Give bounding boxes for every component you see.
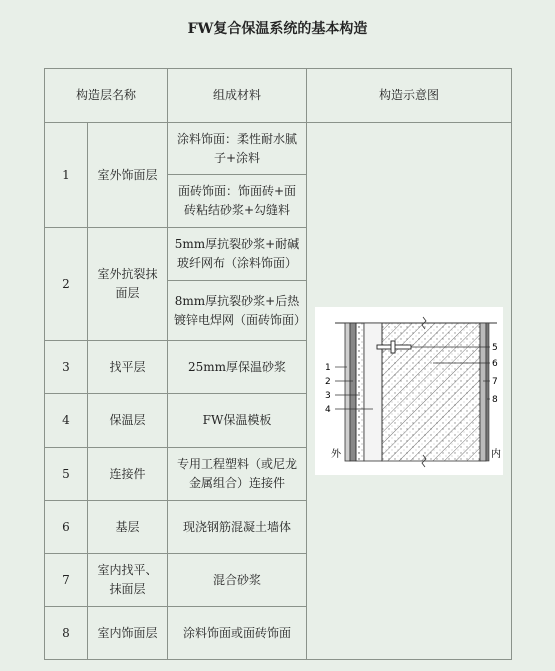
header-material: 组成材料	[168, 69, 307, 123]
header-layer-name: 构造层名称	[45, 69, 168, 123]
construction-diagram	[315, 307, 503, 475]
row-number: 2	[45, 228, 88, 341]
layer-name: 室外饰面层	[88, 123, 168, 228]
layer-name: 找平层	[88, 341, 168, 394]
document-title: FW复合保温系统的基本构造	[187, 21, 368, 37]
diagram-cell	[307, 123, 512, 660]
layer-name: 保温层	[88, 394, 168, 448]
layer-name: 室内饰面层	[88, 607, 168, 660]
diagram-label: 5	[492, 343, 498, 353]
row-number: 4	[45, 394, 88, 448]
finish-layer	[345, 323, 350, 461]
diagram-label: 8	[492, 395, 498, 405]
material-cell: 5mm厚抗裂砂浆+耐碱玻纤网布（涂料饰面）	[168, 228, 307, 281]
connector-head	[391, 341, 395, 353]
wall-section-diagram	[315, 307, 503, 475]
construction-table	[44, 68, 512, 660]
layer-name: 基层	[88, 501, 168, 554]
header-row	[45, 69, 512, 123]
inside-label: 内	[491, 449, 501, 460]
diagram-label: 1	[325, 363, 331, 373]
diagram-label: 4	[325, 405, 331, 415]
outside-label: 外	[331, 449, 341, 460]
diagram-label: 3	[325, 391, 331, 401]
layer-name: 连接件	[88, 448, 168, 501]
material-cell: 涂料饰面：柔性耐水腻子+涂料	[168, 123, 307, 175]
material-cell: 现浇钢筋混凝土墙体	[168, 501, 307, 554]
material-cell: 25mm厚保温砂浆	[168, 341, 307, 394]
table-row	[45, 123, 512, 175]
row-number: 1	[45, 123, 88, 228]
interior-finish-layer	[486, 323, 489, 461]
material-cell: 专用工程塑料（或尼龙金属组合）连接件	[168, 448, 307, 501]
row-number: 3	[45, 341, 88, 394]
diagram-label: 6	[492, 359, 498, 369]
material-cell: 面砖饰面：饰面砖+面砖粘结砂浆+勾缝料	[168, 175, 307, 228]
insulation-layer	[364, 323, 382, 461]
diagram-label: 2	[325, 377, 331, 387]
material-cell: 混合砂浆	[168, 554, 307, 607]
row-number: 6	[45, 501, 88, 554]
material-cell: 8mm厚抗裂砂浆+后热镀锌电焊网（面砖饰面）	[168, 281, 307, 341]
row-number: 5	[45, 448, 88, 501]
material-cell: FW保温模板	[168, 394, 307, 448]
row-number: 7	[45, 554, 88, 607]
interior-plaster-layer	[480, 323, 486, 461]
concrete-aggregate	[382, 323, 480, 461]
diagram-label: 7	[492, 377, 498, 387]
layer-name: 室外抗裂抹面层	[88, 228, 168, 341]
row-number: 8	[45, 607, 88, 660]
material-cell: 涂料饰面或面砖饰面	[168, 607, 307, 660]
leveling-layer	[356, 323, 364, 461]
header-diagram: 构造示意图	[307, 69, 512, 123]
layer-name: 室内找平、抹面层	[88, 554, 168, 607]
anticrack-layer	[350, 323, 356, 461]
